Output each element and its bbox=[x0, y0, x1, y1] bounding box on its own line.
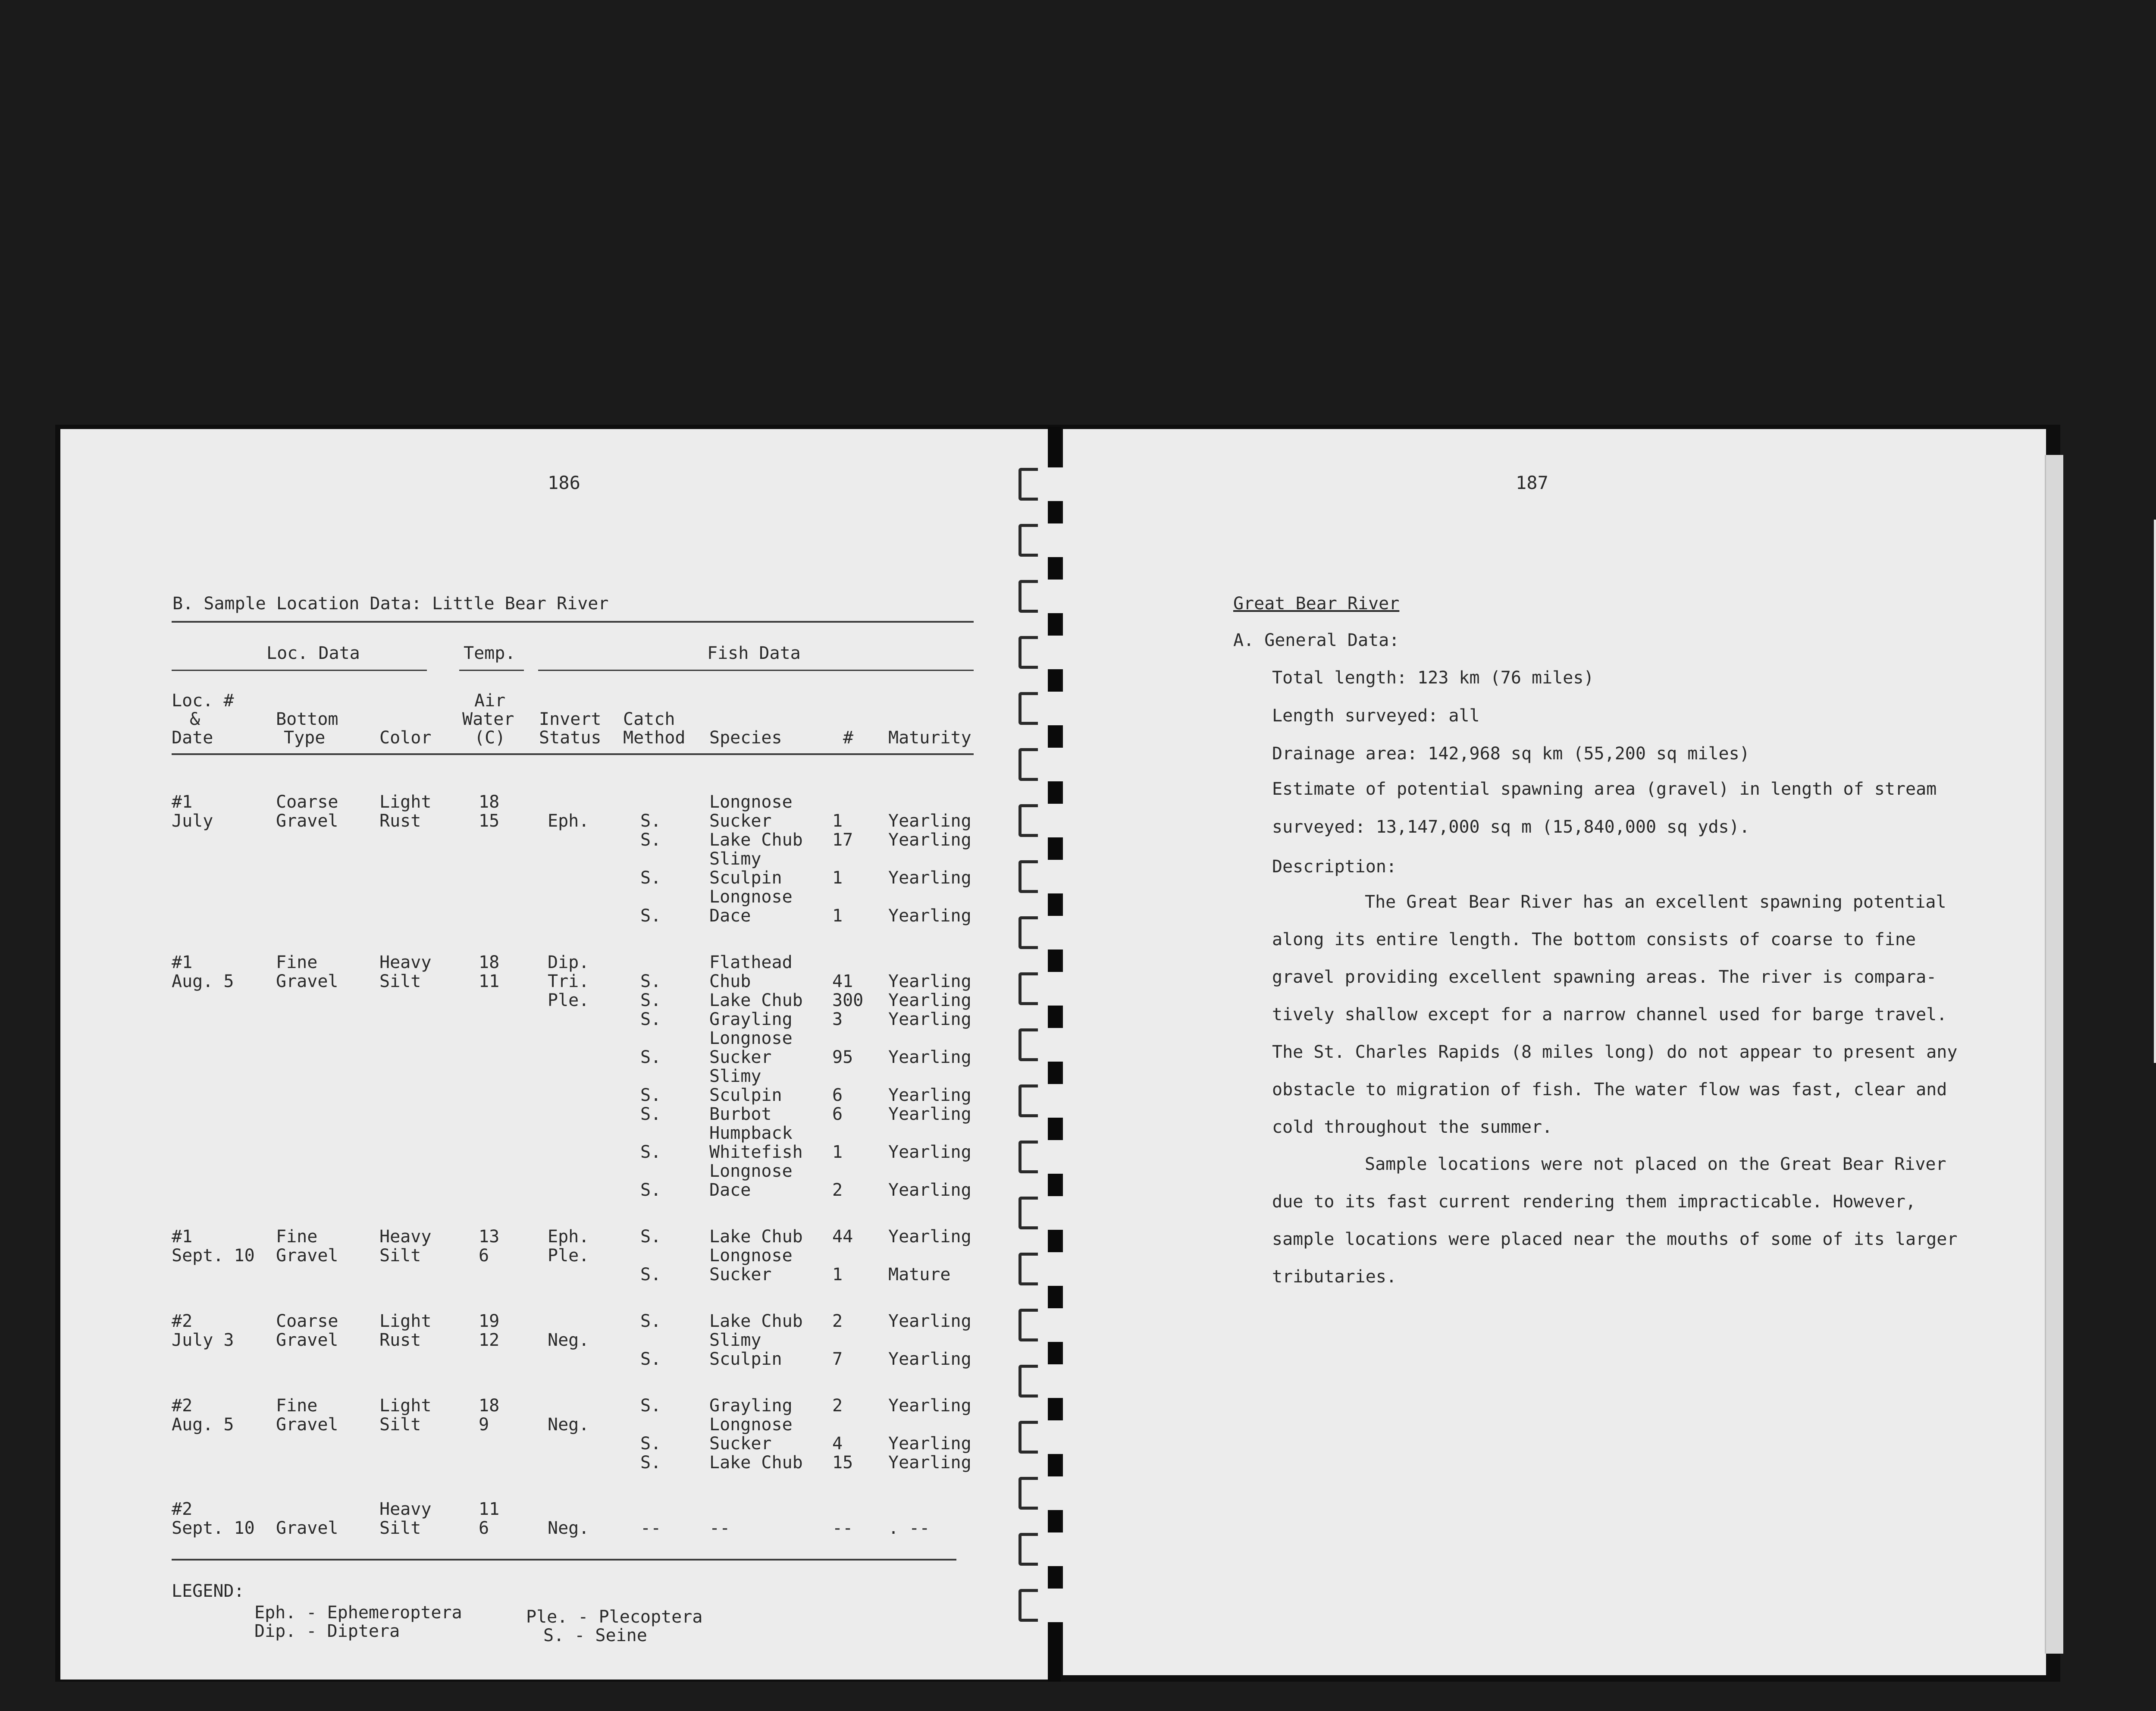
cell-catch: S. bbox=[640, 906, 661, 926]
cell-catch: S. bbox=[640, 811, 661, 831]
cell-catch: S. bbox=[640, 990, 661, 1010]
cell-count: 300 bbox=[832, 990, 864, 1010]
cell-maturity: Yearling bbox=[888, 830, 971, 850]
cell-invert: Dip. bbox=[548, 953, 589, 972]
cell-species: Chub bbox=[709, 971, 751, 991]
paragraph-line: sample locations were placed near the mouths of some of its larger bbox=[1272, 1229, 1958, 1249]
cell-count: 6 bbox=[832, 1104, 843, 1124]
col-header-maturity: Maturity bbox=[888, 728, 971, 748]
cell-temp: 12 bbox=[479, 1330, 500, 1350]
cell-catch: S. bbox=[640, 1104, 661, 1124]
fish-group-rule bbox=[538, 670, 974, 671]
cell-species: Grayling bbox=[709, 1396, 793, 1416]
cell-temp: 18 bbox=[479, 1396, 500, 1416]
cell-maturity: Yearling bbox=[888, 1396, 971, 1416]
cell-catch: S. bbox=[640, 971, 661, 991]
cell-species: Longnose bbox=[709, 1415, 793, 1435]
paragraph-line: due to its fast current rendering them impracticable. However, bbox=[1272, 1192, 1916, 1212]
col-header-loc-2: & bbox=[190, 709, 201, 729]
cell-invert: Eph. bbox=[548, 1227, 589, 1247]
page-number-left: 186 bbox=[548, 472, 580, 493]
cell-maturity: Yearling bbox=[888, 1085, 971, 1105]
paragraph-line: Sample locations were not placed on the Great Bear River bbox=[1365, 1154, 1946, 1174]
col-header-loc-3: Date bbox=[172, 728, 213, 748]
cell-maturity: Yearling bbox=[888, 868, 971, 888]
cell-species: Sucker bbox=[709, 811, 772, 831]
cell-temp: 18 bbox=[479, 953, 500, 972]
cell-bottom: Gravel bbox=[276, 1330, 338, 1350]
cell-maturity: Yearling bbox=[888, 1453, 971, 1473]
cell-catch: S. bbox=[640, 1453, 661, 1473]
cell-count: 17 bbox=[832, 830, 853, 850]
cell-catch: S. bbox=[640, 1349, 661, 1369]
cell-temp: 19 bbox=[479, 1311, 500, 1331]
total-length: Total length: 123 km (76 miles) bbox=[1272, 668, 1594, 688]
cell-species: Lake Chub bbox=[709, 990, 803, 1010]
cell-species: Dace bbox=[709, 1180, 751, 1200]
col-header-count: # bbox=[843, 728, 854, 748]
loc-group-rule bbox=[172, 670, 427, 671]
left-page bbox=[60, 429, 1052, 1680]
cell-temp: 11 bbox=[479, 971, 500, 991]
cell-catch: S. bbox=[640, 868, 661, 888]
col-header-species: Species bbox=[709, 728, 782, 748]
cell-species: Lake Chub bbox=[709, 830, 803, 850]
cell-count: 3 bbox=[832, 1009, 843, 1029]
cell-invert: Ple. bbox=[548, 1246, 589, 1266]
col-header-air-1: Air bbox=[474, 691, 506, 711]
cell-maturity: Yearling bbox=[888, 990, 971, 1010]
cell-catch: S. bbox=[640, 1180, 661, 1200]
col-header-air-3: (C) bbox=[474, 728, 506, 748]
cell-color: Heavy bbox=[379, 1227, 432, 1247]
cell-maturity: Yearling bbox=[888, 1047, 971, 1067]
cell-count: 15 bbox=[832, 1453, 853, 1473]
paragraph-line: tively shallow except for a narrow channel used for barge travel. bbox=[1272, 1005, 1947, 1025]
cell-species: Longnose bbox=[709, 1161, 793, 1181]
description-label: Description: bbox=[1272, 857, 1397, 877]
col-header-bottom-1: Bottom bbox=[276, 709, 338, 729]
cell-color: Rust bbox=[379, 1330, 421, 1350]
paragraph-line: The St. Charles Rapids (8 miles long) do not appear to present any bbox=[1272, 1042, 1958, 1062]
cell-count: 95 bbox=[832, 1047, 853, 1067]
cell-count: 2 bbox=[832, 1396, 843, 1416]
cell-loc: Aug. 5 bbox=[172, 971, 234, 991]
paragraph-line: gravel providing excellent spawning areas. The river is compara- bbox=[1272, 967, 1937, 987]
cell-invert: Neg. bbox=[548, 1415, 589, 1435]
cell-bottom: Gravel bbox=[276, 811, 338, 831]
cell-temp: 15 bbox=[479, 811, 500, 831]
cell-species: Lake Chub bbox=[709, 1311, 803, 1331]
cell-temp: 13 bbox=[479, 1227, 500, 1247]
cell-bottom: Fine bbox=[276, 953, 318, 972]
cell-loc: Sept. 10 bbox=[172, 1518, 255, 1538]
cell-color: Light bbox=[379, 1311, 432, 1331]
cell-invert: Eph. bbox=[548, 811, 589, 831]
cell-maturity: . -- bbox=[888, 1518, 930, 1538]
col-header-invert-1: Invert bbox=[539, 709, 602, 729]
legend-eph: Eph. - Ephemeroptera bbox=[254, 1603, 462, 1623]
cell-catch: S. bbox=[640, 1311, 661, 1331]
section-title: B. Sample Location Data: Little Bear River bbox=[172, 594, 609, 614]
table-top-rule bbox=[172, 621, 974, 623]
cell-maturity: Yearling bbox=[888, 1142, 971, 1162]
cell-bottom: Fine bbox=[276, 1227, 318, 1247]
cell-count: 6 bbox=[832, 1085, 843, 1105]
length-surveyed: Length surveyed: all bbox=[1272, 706, 1480, 726]
cell-species: Sculpin bbox=[709, 1349, 782, 1369]
legend-ple: Ple. - Plecoptera bbox=[526, 1607, 703, 1627]
cell-maturity: Yearling bbox=[888, 1009, 971, 1029]
cell-temp: 9 bbox=[479, 1415, 489, 1435]
cell-bottom: Coarse bbox=[276, 1311, 338, 1331]
cell-species: Sculpin bbox=[709, 1085, 782, 1105]
cell-species: Sucker bbox=[709, 1265, 772, 1285]
cell-bottom: Fine bbox=[276, 1396, 318, 1416]
page-edge bbox=[2045, 455, 2063, 1654]
cell-loc: #2 bbox=[172, 1311, 193, 1331]
cell-catch: S. bbox=[640, 1265, 661, 1285]
cell-species: Lake Chub bbox=[709, 1453, 803, 1473]
cell-species: Longnose bbox=[709, 1246, 793, 1266]
cell-species: Grayling bbox=[709, 1009, 793, 1029]
cell-maturity: Yearling bbox=[888, 1349, 971, 1369]
cell-bottom: Gravel bbox=[276, 1246, 338, 1266]
cell-species: Slimy bbox=[709, 1330, 761, 1350]
cell-count: 1 bbox=[832, 906, 843, 926]
cell-maturity: Yearling bbox=[888, 906, 971, 926]
header-bottom-rule bbox=[172, 753, 974, 755]
cell-species: -- bbox=[709, 1518, 730, 1538]
cell-color: Rust bbox=[379, 811, 421, 831]
cell-catch: S. bbox=[640, 1009, 661, 1029]
cell-loc: #2 bbox=[172, 1396, 193, 1416]
river-title: Great Bear River bbox=[1233, 594, 1400, 614]
cell-loc: #2 bbox=[172, 1499, 193, 1519]
cell-species: Longnose bbox=[709, 792, 793, 812]
cell-invert: Tri. bbox=[548, 971, 589, 991]
paragraph-line: The Great Bear River has an excellent spawning potential bbox=[1365, 892, 1946, 912]
col-header-air-2: Water bbox=[462, 709, 514, 729]
cell-count: 4 bbox=[832, 1434, 843, 1454]
paragraph-line: tributaries. bbox=[1272, 1267, 1397, 1287]
group-header-fish: Fish Data bbox=[707, 643, 801, 663]
cell-color: Light bbox=[379, 792, 432, 812]
cell-loc: #1 bbox=[172, 953, 193, 972]
cell-species: Slimy bbox=[709, 849, 761, 869]
legend-s: S. - Seine bbox=[543, 1626, 647, 1645]
cell-species: Lake Chub bbox=[709, 1227, 803, 1247]
paragraph-line: obstacle to migration of fish. The water flow was fast, clear and bbox=[1272, 1080, 1947, 1100]
cell-count: 44 bbox=[832, 1227, 853, 1247]
cell-species: Sculpin bbox=[709, 868, 782, 888]
cell-color: Silt bbox=[379, 971, 421, 991]
cell-count: 1 bbox=[832, 1142, 843, 1162]
cell-maturity: Mature bbox=[888, 1265, 951, 1285]
cell-color: Light bbox=[379, 1396, 432, 1416]
cell-species: Burbot bbox=[709, 1104, 772, 1124]
archive-card bbox=[2154, 520, 2156, 1063]
cell-species: Whitefish bbox=[709, 1142, 803, 1162]
cell-color: Heavy bbox=[379, 1499, 432, 1519]
cell-bottom: Gravel bbox=[276, 1415, 338, 1435]
cell-maturity: Yearling bbox=[888, 1434, 971, 1454]
cell-temp: 18 bbox=[479, 792, 500, 812]
cell-temp: 6 bbox=[479, 1518, 489, 1538]
cell-loc: July 3 bbox=[172, 1330, 234, 1350]
cell-loc: Aug. 5 bbox=[172, 1415, 234, 1435]
right-page bbox=[1063, 429, 2046, 1675]
estimate-line-1: Estimate of potential spawning area (gravel) in length of stream bbox=[1272, 779, 1937, 799]
cell-bottom: Gravel bbox=[276, 1518, 338, 1538]
cell-species: Flathead bbox=[709, 953, 793, 972]
group-header-loc: Loc. Data bbox=[266, 643, 360, 663]
col-header-invert-2: Status bbox=[539, 728, 602, 748]
cell-catch: -- bbox=[640, 1518, 661, 1538]
cell-maturity: Yearling bbox=[888, 1227, 971, 1247]
cell-temp: 6 bbox=[479, 1246, 489, 1266]
cell-count: 2 bbox=[832, 1311, 843, 1331]
cell-loc: #1 bbox=[172, 1227, 193, 1247]
cell-color: Silt bbox=[379, 1518, 421, 1538]
table-bottom-rule bbox=[172, 1559, 956, 1561]
cell-loc: Sept. 10 bbox=[172, 1246, 255, 1266]
cell-species: Sucker bbox=[709, 1047, 772, 1067]
cell-catch: S. bbox=[640, 830, 661, 850]
group-header-temp: Temp. bbox=[464, 643, 516, 663]
section-a-heading: A. General Data: bbox=[1233, 630, 1400, 650]
cell-maturity: Yearling bbox=[888, 1180, 971, 1200]
cell-species: Longnose bbox=[709, 887, 793, 907]
cell-catch: S. bbox=[640, 1396, 661, 1416]
col-header-bottom-2: Type bbox=[284, 728, 326, 748]
col-header-catch-1: Catch bbox=[623, 709, 675, 729]
cell-maturity: Yearling bbox=[888, 1104, 971, 1124]
paragraph-line: along its entire length. The bottom consists of coarse to fine bbox=[1272, 930, 1916, 950]
cell-invert: Neg. bbox=[548, 1518, 589, 1538]
cell-color: Heavy bbox=[379, 953, 432, 972]
cell-count: 7 bbox=[832, 1349, 843, 1369]
cell-color: Silt bbox=[379, 1246, 421, 1266]
temp-group-rule bbox=[459, 670, 524, 671]
legend-label: LEGEND: bbox=[172, 1581, 244, 1601]
cell-species: Dace bbox=[709, 906, 751, 926]
cell-color: Silt bbox=[379, 1415, 421, 1435]
col-header-color: Color bbox=[379, 728, 432, 748]
page-number-right: 187 bbox=[1516, 472, 1548, 493]
cell-species: Sucker bbox=[709, 1434, 772, 1454]
cell-loc: July bbox=[172, 811, 213, 831]
legend-dip: Dip. - Diptera bbox=[254, 1621, 400, 1641]
cell-loc: #1 bbox=[172, 792, 193, 812]
cell-catch: S. bbox=[640, 1434, 661, 1454]
cell-species: Humpback bbox=[709, 1123, 793, 1143]
cell-count: 1 bbox=[832, 868, 843, 888]
cell-invert: Neg. bbox=[548, 1330, 589, 1350]
cell-bottom: Coarse bbox=[276, 792, 338, 812]
estimate-line-2: surveyed: 13,147,000 sq m (15,840,000 sq yds). bbox=[1272, 817, 1750, 837]
cell-count: 2 bbox=[832, 1180, 843, 1200]
col-header-catch-2: Method bbox=[623, 728, 686, 748]
cell-catch: S. bbox=[640, 1085, 661, 1105]
col-header-loc-1: Loc. # bbox=[172, 691, 234, 711]
cell-catch: S. bbox=[640, 1047, 661, 1067]
drainage-area: Drainage area: 142,968 sq km (55,200 sq miles) bbox=[1272, 744, 1750, 764]
cell-invert: Ple. bbox=[548, 990, 589, 1010]
cell-species: Longnose bbox=[709, 1028, 793, 1048]
cell-maturity: Yearling bbox=[888, 971, 971, 991]
cell-maturity: Yearling bbox=[888, 1311, 971, 1331]
cell-count: 41 bbox=[832, 971, 853, 991]
cell-species: Slimy bbox=[709, 1066, 761, 1086]
cell-count: 1 bbox=[832, 811, 843, 831]
cell-count: -- bbox=[832, 1518, 853, 1538]
cell-count: 1 bbox=[832, 1265, 843, 1285]
cell-maturity: Yearling bbox=[888, 811, 971, 831]
cell-catch: S. bbox=[640, 1227, 661, 1247]
paragraph-line: cold throughout the summer. bbox=[1272, 1117, 1553, 1137]
cell-catch: S. bbox=[640, 1142, 661, 1162]
cell-temp: 11 bbox=[479, 1499, 500, 1519]
cell-bottom: Gravel bbox=[276, 971, 338, 991]
